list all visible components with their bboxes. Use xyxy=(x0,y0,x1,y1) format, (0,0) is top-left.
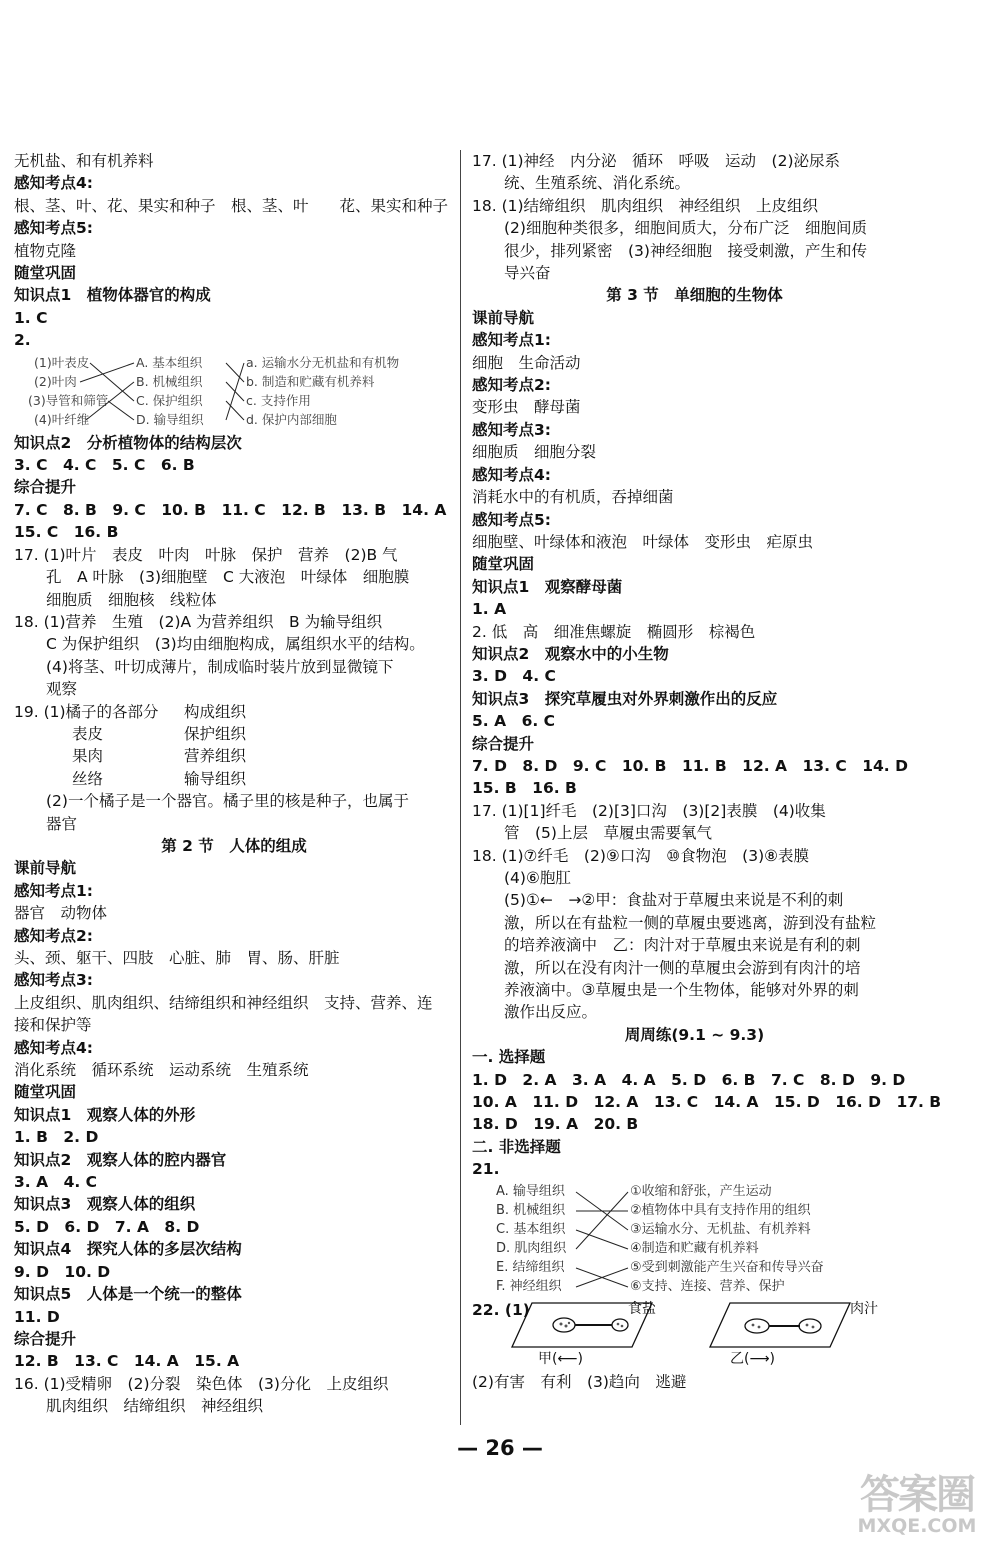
match-item: (2)叶肉 xyxy=(34,373,77,389)
section-label: 感知考点3: xyxy=(472,420,551,439)
section-label: 感知考点3: xyxy=(14,971,93,990)
watermark-top: 答案圈 xyxy=(860,1472,974,1518)
answer-line: 激，所以在有盐粒一侧的草履虫要逃离，游到没有盐粒 xyxy=(504,913,877,932)
answer-line: 10. A 11. D 12. A 13. C 14. A 15. D 16. D 17. B xyxy=(472,1093,942,1112)
match-item: ④制造和贮藏有机养料 xyxy=(630,1240,759,1256)
answer-line: 2. 低 高 细准焦螺旋 椭圆形 棕褐色 xyxy=(472,622,756,641)
text-line: 无机盐、和有机养料 xyxy=(14,152,154,170)
answer-line: 细胞质 细胞核 线粒体 xyxy=(46,590,217,609)
section-label: 感知考点4: xyxy=(472,465,551,484)
right-column xyxy=(472,150,942,1394)
section-heading: 综合提升 xyxy=(472,734,535,753)
section-heading: 课前导航 xyxy=(472,308,535,327)
table-cell: 构成组织 xyxy=(184,702,247,721)
section-heading: 综合提升 xyxy=(14,1329,77,1348)
section-label: 感知考点5: xyxy=(14,219,93,238)
knowledge-point: 知识点2 观察人体的腔内器官 xyxy=(14,1150,227,1169)
answer-line: 5. D 6. D 7. A 8. D xyxy=(14,1217,200,1236)
page-number: — 26 — xyxy=(457,1436,543,1460)
knowledge-point: 知识点1 观察酵母菌 xyxy=(472,577,623,596)
answer-line: 1. C xyxy=(14,308,48,327)
text-line: 细胞 生命活动 xyxy=(472,353,581,372)
answer-line: 养液滴中。③草履虫是一个生物体，能够对外界的刺 xyxy=(504,981,859,1000)
table-cell: 果肉 xyxy=(72,747,104,766)
match-item: E. 结缔组织 xyxy=(496,1259,565,1275)
answer-line: 器官 xyxy=(46,814,78,833)
column-divider xyxy=(460,150,461,1425)
answer-line: C 为保护组织 (3)均由细胞构成，属组织水平的结构。 xyxy=(46,635,425,654)
section-heading: 二. 非选择题 xyxy=(472,1137,561,1156)
answer-line: 3. D 4. C xyxy=(472,667,556,686)
answer-line: 孔 A 叶脉 (3)细胞壁 C 大液泡 叶绿体 细胞膜 xyxy=(46,568,410,587)
figure-label-jia: 甲(⟵) xyxy=(538,1351,583,1368)
answer-line: 1. D 2. A 3. A 4. A 5. D 6. B 7. C 8. D 9. D xyxy=(472,1070,906,1089)
answer-line: 18. (1)营养 生殖 (2)A 为营养组织 B 为输导组织 xyxy=(14,612,383,631)
text-line: 变形虫 酵母菌 xyxy=(472,398,581,417)
answer-line: 肌肉组织 结缔组织 神经组织 xyxy=(46,1397,264,1416)
answer-line: 3. C 4. C 5. C 6. B xyxy=(14,456,195,475)
answer-line: 17. (1)叶片 表皮 叶肉 叶脉 保护 营养 (2)B 气 xyxy=(14,545,398,564)
match-item: (3)导管和筛管 xyxy=(28,392,109,408)
section-label: 感知考点1: xyxy=(14,881,93,900)
answer-line: 很少，排列紧密 (3)神经细胞 接受刺激，产生和传 xyxy=(504,241,867,260)
matching-diagram-2 xyxy=(472,1181,917,1299)
knowledge-point: 知识点1 观察人体的外形 xyxy=(14,1105,196,1124)
table-cell: 输导组织 xyxy=(184,769,247,788)
knowledge-point: 知识点3 观察人体的组织 xyxy=(14,1195,196,1214)
table-row xyxy=(14,723,454,745)
match-item: A. 基本组织 xyxy=(136,354,203,370)
answer-line: (5)①← →②甲：食盐对于草履虫来说是不利的刺 xyxy=(504,891,844,910)
section-label: 感知考点2: xyxy=(14,926,93,945)
section-label: 感知考点4: xyxy=(14,174,93,193)
table-row xyxy=(14,768,454,790)
match-item: ②植物体中具有支持作用的组织 xyxy=(630,1202,811,1218)
meat-juice-label: 肉汁 xyxy=(850,1301,878,1318)
answer-line: (2)有害 有利 (3)趋向 逃避 xyxy=(472,1373,687,1392)
table-row xyxy=(14,701,454,723)
answer-line: 11. D xyxy=(14,1307,60,1326)
answer-line: 2. xyxy=(14,331,31,350)
section-heading: 一. 选择题 xyxy=(472,1048,546,1067)
match-item: (1)叶表皮 xyxy=(34,354,90,370)
answer-line: 管 (5)上层 草履虫需要氧气 xyxy=(504,824,712,843)
answer-line: (2)一个橘子是一个器官。橘子里的核是种子，也属于 xyxy=(46,792,409,811)
answer-line: 1. A xyxy=(472,600,507,619)
match-item: b. 制造和贮藏有机养料 xyxy=(246,373,375,389)
table-cell: 丝络 xyxy=(72,769,104,788)
answer-line: 17. (1)神经 内分泌 循环 呼吸 运动 (2)泌尿系 xyxy=(472,152,840,170)
text-line: 器官 动物体 xyxy=(14,904,108,923)
text-line: 头、颈、躯干、四肢 心脏、肺 胃、肠、肝脏 xyxy=(14,949,340,967)
answer-line: 15. B 16. B xyxy=(472,779,577,798)
answer-line: 1. B 2. D xyxy=(14,1128,99,1147)
text-line: 根、茎、叶、花、果实和种子 根、茎、叶 花、果实和种子 xyxy=(14,196,449,215)
section-label: 感知考点2: xyxy=(472,376,551,395)
answer-line: 22. (1) xyxy=(472,1300,530,1319)
match-item: d. 保护内部细胞 xyxy=(246,411,337,427)
table-cell: 营养组织 xyxy=(184,747,247,766)
section-label: 感知考点1: xyxy=(472,331,551,350)
answer-line: 激作出反应。 xyxy=(504,1003,598,1022)
knowledge-point: 知识点5 人体是一个统一的整体 xyxy=(14,1285,242,1304)
answer-line: 7. C 8. B 9. C 10. B 11. C 12. B 13. B 14. A xyxy=(14,500,447,519)
answer-line: 7. D 8. D 9. C 10. B 11. B 12. A 13. C 14. D xyxy=(472,756,908,775)
text-line: 上皮组织、肌肉组织、结缔组织和神经组织 支持、营养、连 xyxy=(14,993,433,1012)
table-cell: 保护组织 xyxy=(184,724,247,743)
knowledge-point: 知识点1 植物体器官的构成 xyxy=(14,286,211,305)
match-item: C. 基本组织 xyxy=(496,1221,566,1237)
table-cell: 表皮 xyxy=(72,724,104,743)
text-line: 细胞壁、叶绿体和液泡 叶绿体 变形虫 疟原虫 xyxy=(472,532,814,551)
answer-line: (4)⑥胞肛 xyxy=(504,869,571,887)
knowledge-point: 知识点4 探究人体的多层次结构 xyxy=(14,1240,242,1259)
text-line: 接和保护等 xyxy=(14,1016,92,1035)
section-heading: 课前导航 xyxy=(14,859,77,878)
section-title: 第 2 节 人体的组成 xyxy=(161,836,307,855)
table-cell: 19. (1)橘子的各部分 xyxy=(14,702,159,721)
match-item: B. 机械组织 xyxy=(496,1202,566,1218)
match-item: ⑥支持、连接、营养、保护 xyxy=(630,1278,785,1294)
answer-line: 激，所以在没有肉汁一侧的草履虫会游到有肉汁的培 xyxy=(504,958,861,977)
match-item: C. 保护组织 xyxy=(136,392,203,408)
knowledge-point: 知识点3 探究草履虫对外界刺激作出的反应 xyxy=(472,689,778,708)
table-row xyxy=(14,745,454,767)
answer-line: 21. xyxy=(472,1160,500,1179)
answer-line: 9. D 10. D xyxy=(14,1262,111,1281)
match-item: ⑤受到刺激能产生兴奋和传导兴奋 xyxy=(630,1259,824,1275)
match-item: ①收缩和舒张，产生运动 xyxy=(630,1183,772,1199)
match-item: c. 支持作用 xyxy=(246,392,311,408)
text-line: 植物克隆 xyxy=(14,241,77,260)
answer-line: 统、生殖系统、消化系统。 xyxy=(504,174,691,193)
section-label: 感知考点4: xyxy=(14,1038,93,1057)
section-heading: 随堂巩固 xyxy=(14,1083,77,1102)
watermark xyxy=(842,1474,992,1536)
answer-line: 5. A 6. C xyxy=(472,712,556,731)
match-item: a. 运输水分无机盐和有机物 xyxy=(246,354,400,370)
paramecium-slides-figure xyxy=(472,1299,917,1371)
watermark-bottom: MXQE.COM xyxy=(857,1515,977,1537)
answer-line: 18. (1)⑦纤毛 (2)⑨口沟 ⑩食物泡 (3)⑧表膜 xyxy=(472,846,810,865)
answer-line: 的培养液滴中 乙：肉汁对于草履虫来说是有利的刺 xyxy=(504,936,861,955)
match-item: D. 肌肉组织 xyxy=(496,1240,567,1256)
match-item: ③运输水分、无机盐、有机养料 xyxy=(630,1221,811,1237)
answer-line: 导兴奋 xyxy=(504,264,551,283)
answer-line: 18. (1)结缔组织 肌肉组织 神经组织 上皮组织 xyxy=(472,196,819,215)
text-line: 消耗水中的有机质，吞掉细菌 xyxy=(472,488,674,507)
section-label: 感知考点5: xyxy=(472,510,551,529)
answer-line: 3. A 4. C xyxy=(14,1173,98,1192)
answer-line: 12. B 13. C 14. A 15. A xyxy=(14,1352,240,1371)
matching-lines xyxy=(14,352,454,432)
answer-line: 观察 xyxy=(46,680,78,699)
answer-line: 17. (1)[1]纤毛 (2)[3]口沟 (3)[2]表膜 (4)收集 xyxy=(472,801,826,820)
answer-line: 15. C 16. B xyxy=(14,523,119,542)
answer-line: (2)细胞种类很多，细胞间质大，分布广泛 细胞间质 xyxy=(504,219,867,238)
section-title: 周周练(9.1 ~ 9.3) xyxy=(624,1025,765,1044)
matching-lines xyxy=(472,1181,917,1299)
match-item: F. 神经组织 xyxy=(496,1278,562,1294)
match-item: B. 机械组织 xyxy=(136,373,203,389)
knowledge-point: 知识点2 分析植物体的结构层次 xyxy=(14,433,242,452)
salt-label: 食盐 xyxy=(628,1301,656,1318)
text-line: 消化系统 循环系统 运动系统 生殖系统 xyxy=(14,1061,309,1080)
figure-label-yi: 乙(⟶) xyxy=(730,1351,775,1368)
matching-diagram-1 xyxy=(14,352,454,432)
section-heading: 随堂巩固 xyxy=(472,555,535,574)
section-heading: 综合提升 xyxy=(14,478,77,497)
answer-line: 18. D 19. A 20. B xyxy=(472,1115,639,1134)
match-item: D. 输导组织 xyxy=(136,411,204,427)
answer-line: 16. (1)受精卵 (2)分裂 染色体 (3)分化 上皮组织 xyxy=(14,1374,389,1393)
section-heading: 随堂巩固 xyxy=(14,264,77,283)
section-title: 第 3 节 单细胞的生物体 xyxy=(606,286,783,305)
answer-line: (4)将茎、叶切成薄片，制成临时装片放到显微镜下 xyxy=(46,657,394,676)
match-item: A. 输导组织 xyxy=(496,1183,565,1199)
match-item: (4)叶纤维 xyxy=(34,411,90,427)
text-line: 细胞质 细胞分裂 xyxy=(472,443,597,462)
left-column xyxy=(14,150,454,1418)
knowledge-point: 知识点2 观察水中的小生物 xyxy=(472,644,669,663)
